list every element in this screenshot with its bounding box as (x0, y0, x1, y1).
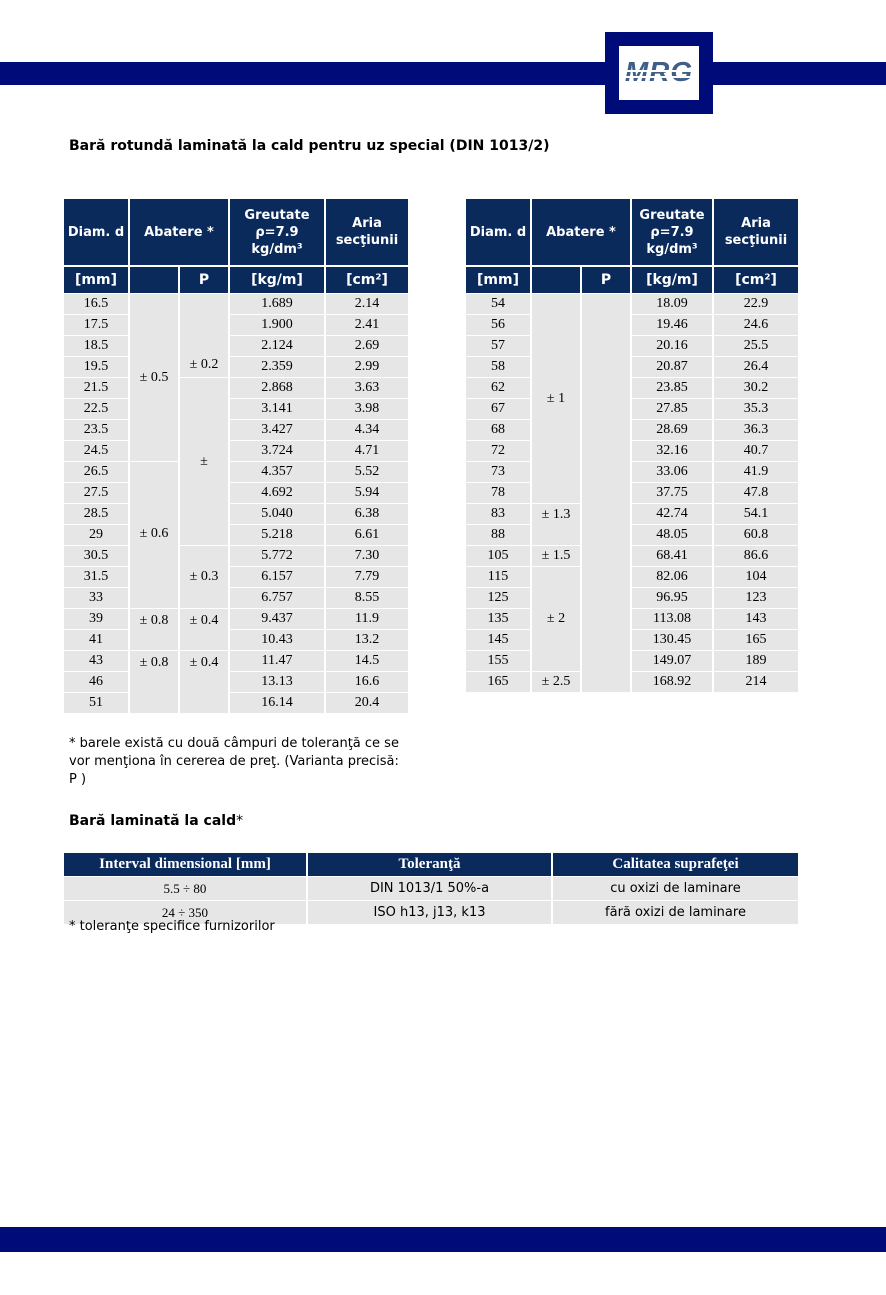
cell-d: 57 (466, 335, 532, 356)
header-greutate: Greutate ρ=7.9 kg/dm³ (230, 199, 326, 265)
cell-d: 58 (466, 356, 532, 377)
cell-d: 31.5 (64, 566, 130, 587)
cell-d: 51 (64, 692, 130, 713)
cell-p: ± 0.4 (180, 650, 230, 713)
cell-g: 28.69 (632, 419, 714, 440)
cell-g: 32.16 (632, 440, 714, 461)
header-toleranta: Toleranţă (308, 853, 553, 876)
top-band (0, 62, 886, 85)
cell-abatere: ± 2.5 (532, 671, 582, 692)
header-aria: Aria secţiunii (326, 199, 408, 265)
cell-d: 41 (64, 629, 130, 650)
cell-a: 47.8 (714, 482, 798, 503)
cell-g: 33.06 (632, 461, 714, 482)
cell-d: 23.5 (64, 419, 130, 440)
cell-interval: 24 ÷ 350 (64, 900, 308, 924)
cell-a: 30.2 (714, 377, 798, 398)
cell-a: 54.1 (714, 503, 798, 524)
header-interval: Interval dimensional [mm] (64, 853, 308, 876)
cell-a: 40.7 (714, 440, 798, 461)
cell-a: 5.52 (326, 461, 408, 482)
cell-g: 19.46 (632, 314, 714, 335)
cell-d: 21.5 (64, 377, 130, 398)
footnote-supplier-tolerances: * toleranţe specifice furnizorilor (69, 919, 275, 934)
cell-abatere: ± 1 (532, 293, 582, 503)
cell-a: 41.9 (714, 461, 798, 482)
right-data-table (466, 199, 798, 692)
cell-a: 2.14 (326, 293, 408, 314)
cell-abatere: ± 0.6 (130, 461, 180, 608)
unit-cm2: [cm²] (326, 265, 408, 293)
cell-a: 104 (714, 566, 798, 587)
cell-a: 25.5 (714, 335, 798, 356)
cell-g: 149.07 (632, 650, 714, 671)
cell-d: 73 (466, 461, 532, 482)
cell-toleranta: DIN 1013/1 50%-a (308, 876, 553, 900)
cell-d: 54 (466, 293, 532, 314)
cell-calitate: cu oxizi de laminare (553, 876, 798, 900)
cell-g: 3.427 (230, 419, 326, 440)
cell-a: 3.63 (326, 377, 408, 398)
cell-abatere: ± 1.3 (532, 503, 582, 545)
cell-interval: 5.5 ÷ 80 (64, 876, 308, 900)
cell-a: 143 (714, 608, 798, 629)
cell-d: 88 (466, 524, 532, 545)
cell-g: 2.359 (230, 356, 326, 377)
cell-a: 14.5 (326, 650, 408, 671)
cell-d: 67 (466, 398, 532, 419)
left-data-table (64, 199, 408, 713)
cell-g: 48.05 (632, 524, 714, 545)
cell-a: 4.71 (326, 440, 408, 461)
cell-a: 5.94 (326, 482, 408, 503)
cell-d: 62 (466, 377, 532, 398)
cell-p: ± (180, 377, 230, 545)
cell-g: 130.45 (632, 629, 714, 650)
unit-p: P (180, 265, 230, 293)
cell-a: 13.2 (326, 629, 408, 650)
cell-a: 35.3 (714, 398, 798, 419)
cell-p: ± 0.2 (180, 293, 230, 377)
cell-d: 56 (466, 314, 532, 335)
cell-a: 11.9 (326, 608, 408, 629)
cell-g: 1.689 (230, 293, 326, 314)
cell-abatere: ± 0.8 (130, 608, 180, 650)
cell-g: 20.16 (632, 335, 714, 356)
cell-a: 123 (714, 587, 798, 608)
cell-g: 18.09 (632, 293, 714, 314)
cell-d: 16.5 (64, 293, 130, 314)
cell-g: 13.13 (230, 671, 326, 692)
cell-a: 8.55 (326, 587, 408, 608)
unit-cm2: [cm²] (714, 265, 798, 293)
cell-g: 4.357 (230, 461, 326, 482)
cell-calitate: fără oxizi de laminare (553, 900, 798, 924)
cell-a: 22.9 (714, 293, 798, 314)
cell-a: 60.8 (714, 524, 798, 545)
header-diam: Diam. d (466, 199, 532, 265)
cell-g: 1.900 (230, 314, 326, 335)
section-title-hot-rolled-bar: Bară laminată la cald* (69, 813, 244, 829)
unit-blank (130, 265, 180, 293)
cell-d: 30.5 (64, 545, 130, 566)
footnote-tolerance-fields: * barele există cu două câmpuri de toleranţă ce se vor menţiona în cererea de preţ. (Varianta precisă: P ) (69, 736, 399, 787)
cell-a: 24.6 (714, 314, 798, 335)
cell-p: ± 0.3 (180, 545, 230, 608)
cell-g: 16.14 (230, 692, 326, 713)
cell-d: 165 (466, 671, 532, 692)
cell-d: 68 (466, 419, 532, 440)
cell-d: 78 (466, 482, 532, 503)
cell-d: 72 (466, 440, 532, 461)
unit-mm: [mm] (466, 265, 532, 293)
cell-a: 2.41 (326, 314, 408, 335)
cell-g: 113.08 (632, 608, 714, 629)
cell-g: 27.85 (632, 398, 714, 419)
tolerance-table (64, 853, 798, 924)
cell-abatere: ± 0.5 (130, 293, 180, 461)
cell-a: 2.99 (326, 356, 408, 377)
cell-p: ± 0.4 (180, 608, 230, 650)
cell-toleranta: ISO h13, j13, k13 (308, 900, 553, 924)
unit-mm: [mm] (64, 265, 130, 293)
cell-d: 115 (466, 566, 532, 587)
cell-d: 24.5 (64, 440, 130, 461)
cell-g: 37.75 (632, 482, 714, 503)
cell-abatere: ± 1.5 (532, 545, 582, 566)
cell-g: 68.41 (632, 545, 714, 566)
cell-g: 2.124 (230, 335, 326, 356)
cell-g: 11.47 (230, 650, 326, 671)
header-abatere: Abatere * (532, 199, 632, 265)
cell-g: 20.87 (632, 356, 714, 377)
cell-g: 9.437 (230, 608, 326, 629)
cell-a: 6.38 (326, 503, 408, 524)
cell-g: 10.43 (230, 629, 326, 650)
cell-g: 5.218 (230, 524, 326, 545)
cell-a: 16.6 (326, 671, 408, 692)
cell-a: 6.61 (326, 524, 408, 545)
header-aria: Aria secţiunii (714, 199, 798, 265)
mrg-logo (605, 32, 713, 114)
cell-g: 23.85 (632, 377, 714, 398)
header-greutate: Greutate ρ=7.9 kg/dm³ (632, 199, 714, 265)
cell-a: 26.4 (714, 356, 798, 377)
cell-a: 214 (714, 671, 798, 692)
cell-d: 19.5 (64, 356, 130, 377)
cell-d: 135 (466, 608, 532, 629)
logo-text (619, 56, 699, 88)
cell-a: 3.98 (326, 398, 408, 419)
unit-blank (532, 265, 582, 293)
cell-g: 6.157 (230, 566, 326, 587)
section-title-din-1013-2: Bară rotundă laminată la cald pentru uz special (DIN 1013/2) (69, 138, 550, 154)
cell-g: 5.040 (230, 503, 326, 524)
unit-kgm: [kg/m] (632, 265, 714, 293)
cell-d: 22.5 (64, 398, 130, 419)
header-calitate: Calitatea suprafeţei (553, 853, 798, 876)
cell-d: 28.5 (64, 503, 130, 524)
cell-d: 125 (466, 587, 532, 608)
cell-d: 33 (64, 587, 130, 608)
cell-a: 2.69 (326, 335, 408, 356)
cell-d: 26.5 (64, 461, 130, 482)
header-diam: Diam. d (64, 199, 130, 265)
cell-d: 46 (64, 671, 130, 692)
cell-g: 3.724 (230, 440, 326, 461)
cell-g: 168.92 (632, 671, 714, 692)
header-abatere: Abatere * (130, 199, 230, 265)
cell-abatere: ± 2 (532, 566, 582, 671)
bottom-band (0, 1227, 886, 1252)
cell-g: 5.772 (230, 545, 326, 566)
cell-a: 86.6 (714, 545, 798, 566)
cell-g: 82.06 (632, 566, 714, 587)
cell-d: 29 (64, 524, 130, 545)
cell-d: 105 (466, 545, 532, 566)
cell-d: 39 (64, 608, 130, 629)
cell-d: 145 (466, 629, 532, 650)
cell-a: 7.79 (326, 566, 408, 587)
cell-g: 6.757 (230, 587, 326, 608)
cell-a: 165 (714, 629, 798, 650)
cell-d: 17.5 (64, 314, 130, 335)
cell-g: 4.692 (230, 482, 326, 503)
cell-a: 7.30 (326, 545, 408, 566)
cell-d: 155 (466, 650, 532, 671)
cell-g: 42.74 (632, 503, 714, 524)
cell-d: 83 (466, 503, 532, 524)
cell-g: 3.141 (230, 398, 326, 419)
cell-a: 20.4 (326, 692, 408, 713)
cell-d: 27.5 (64, 482, 130, 503)
cell-abatere: ± 0.8 (130, 650, 180, 713)
cell-d: 18.5 (64, 335, 130, 356)
cell-a: 4.34 (326, 419, 408, 440)
cell-a: 36.3 (714, 419, 798, 440)
unit-p: P (582, 265, 632, 293)
cell-g: 96.95 (632, 587, 714, 608)
cell-d: 43 (64, 650, 130, 671)
cell-a: 189 (714, 650, 798, 671)
unit-kgm: [kg/m] (230, 265, 326, 293)
cell-p (582, 293, 632, 692)
cell-g: 2.868 (230, 377, 326, 398)
